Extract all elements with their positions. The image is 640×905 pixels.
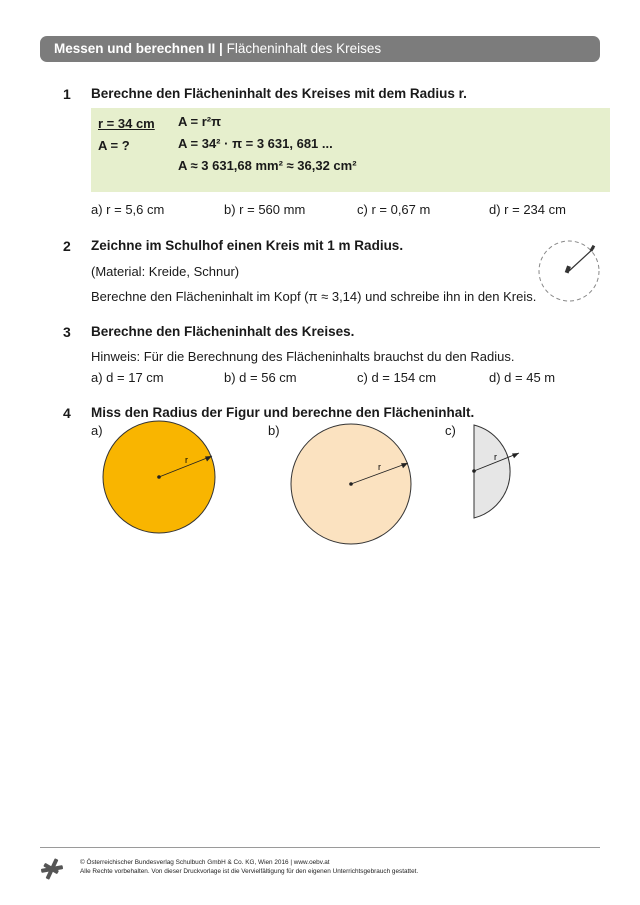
example-unknown: A = ? xyxy=(98,138,130,153)
example-given: r = 34 cm xyxy=(98,116,155,131)
header-separator: | xyxy=(215,41,227,56)
footer-rights: Alle Rechte vorbehalten. Von dieser Druckvorlage ist die Vervielfältigung für den eigenen Unterrichtsgebrauch gestattet. xyxy=(80,868,419,875)
example-line-1: A = r²π xyxy=(178,114,222,129)
task-3-item-a: a) d = 17 cm xyxy=(91,370,164,385)
footer-divider xyxy=(40,847,600,848)
task-3-item-c: c) d = 154 cm xyxy=(357,370,437,385)
example-line-3: A ≈ 3 631,68 mm² ≈ 36,32 cm² xyxy=(178,158,357,173)
header-series: Messen und berechnen II xyxy=(54,41,216,56)
figure-a-radius-label: r xyxy=(185,455,188,465)
footer-copyright: © Österreichischer Bundesverlag Schulbuch GmbH & Co. KG, Wien 2016 | www.oebv.at xyxy=(80,859,330,866)
task-3-hint: Hinweis: Für die Berechnung des Flächeninhalts brauchst du den Radius. xyxy=(91,349,515,364)
task-3-item-d: d) d = 45 m xyxy=(489,370,556,385)
publisher-logo-icon xyxy=(40,857,64,881)
example-line-2: A = 34² · π = 3 631, 681 ... xyxy=(178,136,333,151)
figure-a-circle xyxy=(100,418,220,538)
figure-b-circle xyxy=(288,421,414,547)
task-1-item-c: c) r = 0,67 m xyxy=(357,202,431,217)
page-header xyxy=(40,36,600,62)
figure-c-radius-label: r xyxy=(494,452,497,462)
task-4-number: 4 xyxy=(63,405,71,421)
figure-c-semicircle xyxy=(468,422,528,522)
task-2-title: Zeichne im Schulhof einen Kreis mit 1 m Radius. xyxy=(91,238,404,253)
task-1-title: Berechne den Flächeninhalt des Kreises mit dem Radius r. xyxy=(91,86,467,101)
figure-a-label: a) xyxy=(91,423,103,438)
chalk-circle-icon xyxy=(536,238,602,304)
header-topic: Flächeninhalt des Kreises xyxy=(226,41,382,56)
figure-b-radius-label: r xyxy=(378,462,381,472)
task-4-title: Miss den Radius der Figur und berechne den Flächeninhalt. xyxy=(91,405,475,420)
task-2-instruction: Berechne den Flächeninhalt im Kopf (π ≈ 3,14) und schreibe ihn in den Kreis. xyxy=(91,289,537,304)
figure-c-label: c) xyxy=(445,423,456,438)
task-3-title: Berechne den Flächeninhalt des Kreises. xyxy=(91,324,355,339)
task-2-material: (Material: Kreide, Schnur) xyxy=(91,264,240,279)
figure-b-label: b) xyxy=(268,423,280,438)
task-3-item-b: b) d = 56 cm xyxy=(224,370,297,385)
task-1-item-d: d) r = 234 cm xyxy=(489,202,566,217)
task-3-number: 3 xyxy=(63,324,71,340)
task-2-number: 2 xyxy=(63,238,71,254)
task-1-item-a: a) r = 5,6 cm xyxy=(91,202,165,217)
task-1-number: 1 xyxy=(63,86,71,102)
task-1-example-box xyxy=(91,108,610,192)
task-1-item-b: b) r = 560 mm xyxy=(224,202,306,217)
